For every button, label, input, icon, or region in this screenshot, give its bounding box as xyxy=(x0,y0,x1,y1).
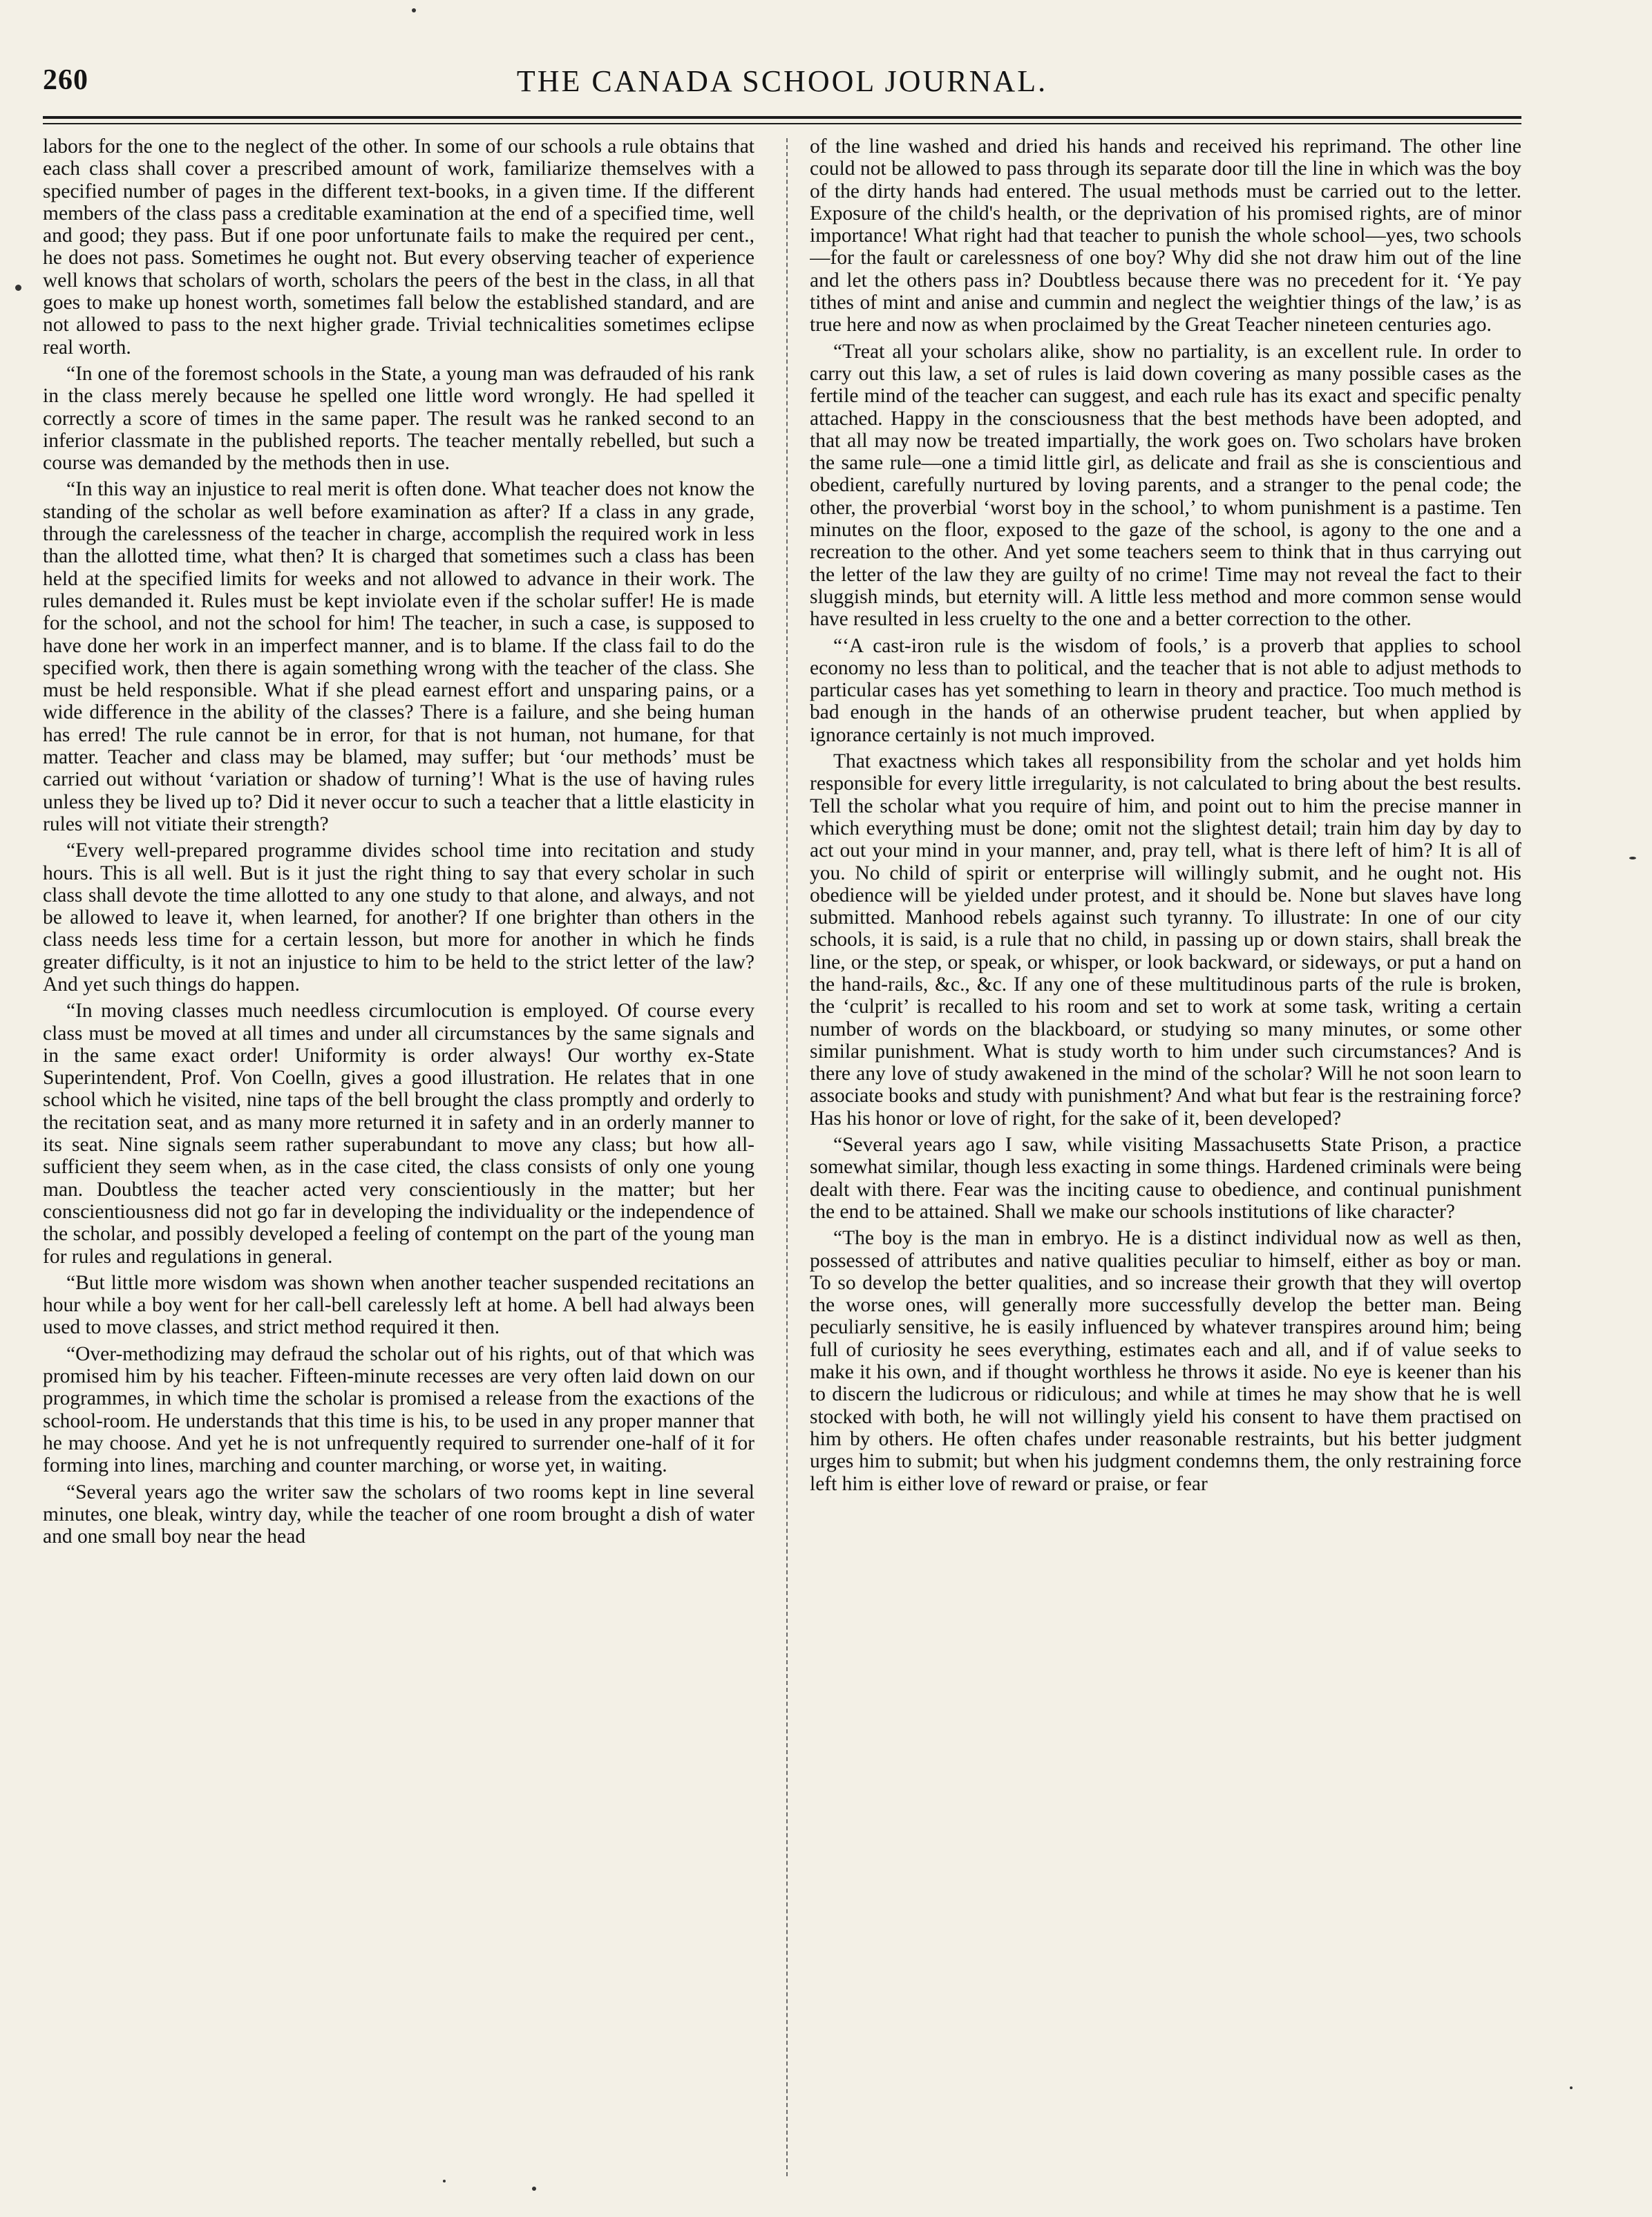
paragraph: “In this way an injustice to real merit is often done. What teacher does not know the standing of the scholar as well before examination as after? If a class in any grade, through the carelessness of the teacher in charge, accomplish the required work in less than the allotted time, what then? It is charged that sometimes such a class has been held at the specified limits for weeks and not allowed to advance in their work. The rules demanded it. Rules must be kept inviolate even if the scholar suffer! He is made for the school, and not the school for him! The teacher, in such a case, is supposed to have done her work in an imperfect manner, and is to blame. If the class fail to do the specified work, then there is again something wrong with the teacher of the class. She must be held responsible. What if she plead earnest effort and unsparing pains, or a wide difference in the ability of the classes? There is a failure, and she being human has erred! The rule cannot be in error, for that is not human, not humane, for that matter. Teacher and class may be blamed, may suffer; but ‘our methods’ must be carried out without ‘variation or shadow of turning’! What is the use of having rules unless they be lived up to? Did it never occur to such a teacher that a little elasticity in rules will not vitiate their strength? xyxy=(43,478,754,835)
paragraph: “In moving classes much needless circumlocution is employed. Of course every class must be moved at all times and under all circumstances by the same signals and in the same exact order! Uniformity is order always! Our worthy ex-State Superintendent, Prof. Von Coelln, gives a good illustration. He relates that in one school which he visited, nine taps of the bell brought the class promptly and orderly to the recitation seat, and as many more returned it in safety and in an orderly manner to its seat. Nine signals seem rather superabundant to move any class; but how all-sufficient they seem when, as in the case cited, the class consists of only one young man. Doubtless the teacher acted very conscientiously in the matter; but her conscientiousness did not go far in developing the individuality or the independence of the scholar, and possibly developed a feeling of contempt on the part of the young man for rules and regulations in general. xyxy=(43,1000,754,1268)
paragraph: “But little more wisdom was shown when another teacher suspended recitations an hour while a boy went for her call-bell carelessly left at home. A bell had always been used to move classes, and strict method required it then. xyxy=(43,1271,754,1339)
print-speck xyxy=(443,2180,446,2182)
print-speck xyxy=(15,285,21,291)
page-number: 260 xyxy=(43,64,88,96)
paragraph: “Several years ago the writer saw the scholars of two rooms kept in line several minutes, one bleak, wintry day, while the teacher of one room brought a dish of water and one small boy near the head xyxy=(43,1481,754,1548)
left-column xyxy=(43,135,754,2194)
paragraph: That exactness which takes all responsibility from the scholar and yet holds him responsible for every little irregularity, is not calculated to bring about the best results. Tell the scholar what you require of him, and point out to him the precise manner in which everything must be done; omit not the slightest detail; train him day by day to act out your mind in your manner, and, pray tell, what is there left of him? It is all of you. No child of spirit or enterprise will willingly submit, and he ought not. His obedience will be yielded under protest, and it should be. None but slaves have long submitted. Manhood rebels against such tyranny. To illustrate: In one of our city schools, it is said, is a rule that no child, in passing up or down stairs, shall break the line, or the step, or speak, or whisper, or look backward, or sideways, or put a hand on the hand-rails, &c., &c. If any one of these multitudinous parts of the rule is broken, the ‘culprit’ is recalled to his room and set to work at some task, writing a certain number of words on the blackboard, or studying so many minutes, or some other similar punishment. What is study worth to him under such circumstances? And is there any love of study awakened in the mind of the scholar? Will he not soon learn to associate books and study with punishment? And what but fear is the restraining force? Has his honor or love of right, for the sake of it, been developed? xyxy=(810,750,1521,1130)
paragraph: “In one of the foremost schools in the State, a young man was defrauded of his rank in the class merely because he spelled one little word wrongly. He had spelled it correctly a score of times in the same paper. The result was he ranked second to an inferior classmate in the published reports. The teacher mentally rebelled, but such a course was demanded by the methods then in use. xyxy=(43,362,754,475)
right-column xyxy=(810,135,1521,2194)
print-speck xyxy=(412,8,416,12)
print-speck xyxy=(1570,2086,1573,2089)
print-speck xyxy=(1629,857,1636,859)
paragraph: “Over-methodizing may defraud the scholar out of his rights, out of that which was promised him by his teacher. Fifteen-minute recesses are very often laid down on our programmes, in which time the scholar is promised a release from the exactions of the school-room. He understands that this time is his, to be used in any proper manner that he may choose. And yet he is not unfrequently required to surrender one-half of it for forming into lines, marching and counter marching, or worse yet, in waiting. xyxy=(43,1342,754,1477)
paragraph: “Several years ago I saw, while visiting Massachusetts State Prison, a practice somewhat similar, though less exacting in some things. Hardened criminals were being dealt with there. Fear was the inciting cause to obedience, and continual punishment the end to be attained. Shall we make our schools institutions of like character? xyxy=(810,1134,1521,1223)
header-rule-thick xyxy=(43,116,1521,119)
column-divider xyxy=(786,138,788,2176)
paragraph: “Every well-prepared programme divides school time into recitation and study hours. This is all well. But is it just the right thing to say that every scholar in such class shall devote the time allotted to any one study to that alone, and always, and not be allowed to leave it, when learned, for another? If one brighter than others in the class needs less time for a certain lesson, but more for another in which he finds greater difficulty, is it not an injustice to him to be held to the strict letter of the law? And yet such things do happen. xyxy=(43,839,754,996)
paragraph: of the line washed and dried his hands and received his reprimand. The other line could not be allowed to pass through its separate door till the line in which was the boy of the dirty hands had entered. The usual methods must be carried out to the letter. Exposure of the child's health, or the deprivation of his promised rights, are of minor importance! What right had that teacher to punish the whole school—yes, two schools—for the fault or carelessness of one boy? Why did she not draw him out of the line and let the others pass in? Doubtless because there was no precedent for it. ‘Ye pay tithes of mint and anise and cummin and neglect the weightier things of the law,’ is as true here and now as when proclaimed by the Great Teacher nineteen centuries ago. xyxy=(810,135,1521,336)
paragraph: “‘A cast-iron rule is the wisdom of fools,’ is a proverb that applies to school economy no less than to political, and the teacher that is not able to adjust methods to particular cases has yet something to learn in theory and practice. Too much method is bad enough in the hands of an otherwise prudent teacher, but when applied by ignorance certainly is not much improved. xyxy=(810,634,1521,746)
paragraph: “Treat all your scholars alike, show no partiality, is an excellent rule. In order to carry out this law, a set of rules is laid down covering as many possible cases as the fertile mind of the teacher can suggest, and each rule has its exact and specific penalty attached. Happy in the consciousness that the best methods have been adopted, and that all may now be treated impartially, the work goes on. Two scholars have broken the same rule—one a timid little girl, as delicate and frail as she is conscientious and obedient, carefully nurtured by loving parents, and a stranger to the penal code; the other, the proverbial ‘worst boy in the school,’ to whom punishment is a pastime. Ten minutes on the floor, exposed to the gaze of the school, is agony to the one and a recreation to the other. And yet some teachers seem to think that in thus carrying out the letter of the law they are guilty of no crime! Time may not reveal the fact to their sluggish minds, but eternity will. A little less method and more common sense would have resulted in less cruelty to the one and a better correction to the other. xyxy=(810,340,1521,631)
print-speck xyxy=(532,2187,536,2191)
paragraph: labors for the one to the neglect of the other. In some of our schools a rule obtains that each class shall cover a prescribed amount of work, familiarize themselves with a specified number of pages in the different text-books, in a given time. If the different members of the class pass a creditable examination at the end of a specified time, well and good; they pass. But if one poor unfortunate fails to make the required per cent., he does not pass. Sometimes he ought not. But every observing teacher of experience well knows that scholars of worth, scholars the peers of the best in the class, in all that goes to make up honest worth, sometimes fall below the established standard, and are not allowed to pass to the next higher grade. Trivial technicalities sometimes eclipse real worth. xyxy=(43,135,754,359)
paragraph: “The boy is the man in embryo. He is a distinct individual now as well as then, possessed of attributes and native qualities peculiar to himself, either as boy or man. To so develop the better qualities, and so increase their growth that they will overtop the worse ones, will generally more successfully develop the better man. Being peculiarly sensitive, he is easily influenced by whatever transpires around him; being full of curiosity he sees everything, estimates each and all, and if of value seeks to make it his own, and if thought worthless he throws it aside. No eye is keener than his to discern the ludicrous or ridiculous; and while at times he may show that he is well stocked with both, he will not willingly yield his consent to have them practised on him by others. He often chafes under reasonable restraints, but his better judgment urges him to submit; but when his judgment condemns them, the only restraining force left him is either love of reward or praise, or fear xyxy=(810,1227,1521,1495)
journal-title: THE CANADA SCHOOL JOURNAL. xyxy=(516,64,1048,98)
page-header xyxy=(43,64,1521,112)
header-rule-thin xyxy=(43,123,1521,124)
